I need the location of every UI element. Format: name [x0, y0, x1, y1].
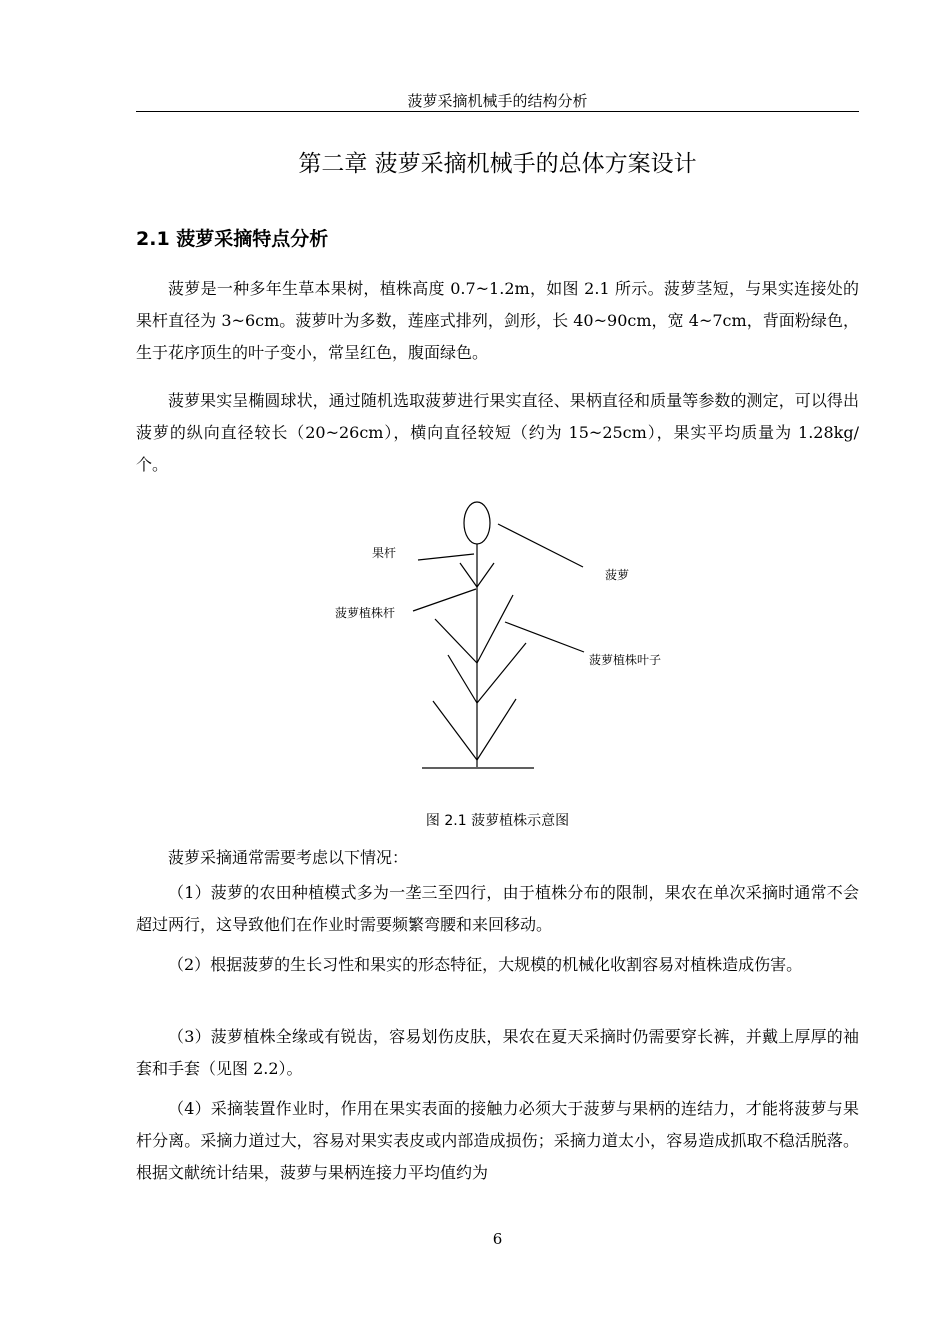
paragraph-4: （1）菠萝的农田种植模式多为一垄三至四行，由于植株分布的限制，果农在单次采摘时通常不会超过两行，这导致他们在作业时需要频繁弯腰和来回移动。 — [136, 883, 859, 934]
label-leaf: 菠萝植株叶子 — [589, 653, 662, 667]
pineapple-plant-diagram — [300, 495, 680, 785]
page-number: 6 — [492, 1230, 503, 1248]
paragraph-3: 菠萝采摘通常需要考虑以下情况： — [168, 848, 409, 867]
leaves — [433, 563, 526, 760]
paragraph-1: 菠萝是一种多年生草本果树，植株高度 0.7~1.2m，如图 2.1 所示。菠萝茎短，与果实连接处的果杆直径为 3~6cm。菠萝叶为多数，莲座式排列，剑形，长 40~90cm，宽 4~7cm，背面粉绿色，生于花序顶生的叶子变小，常呈红色，腹面绿色。 — [136, 279, 859, 362]
paragraph-2: 菠萝果实呈椭圆球状，通过随机选取菠萝进行果实直径、果柄直径和质量等参数的测定，可以得出菠萝的纵向直径较长（20~26cm），横向直径较短（约为 15~25cm），果实平均质量为 1.28kg/个。 — [136, 391, 859, 474]
label-plant-stem: 菠萝植株杆 — [335, 606, 396, 620]
label-stem: 果杆 — [372, 546, 397, 560]
paragraph-5: （2）根据菠萝的生长习性和果实的形态特征，大规模的机械化收割容易对植株造成伤害。 — [168, 955, 803, 974]
chapter-title: 第二章 菠萝采摘机械手的总体方案设计 — [298, 151, 697, 177]
paragraph-6: （3）菠萝植株全缘或有锐齿，容易划伤皮肤，果农在夏天采摘时仍需要穿长裤，并戴上厚厚的袖套和手套（见图 2.2）。 — [136, 1027, 859, 1078]
section-title: 2.1 菠萝采摘特点分析 — [136, 228, 329, 250]
paragraph-7: （4）采摘装置作业时，作用在果实表面的接触力必须大于菠萝与果柄的连结力，才能将菠萝与果杆分离。采摘力道过大，容易对果实表皮或内部造成损伤；采摘力道太小，容易造成抓取不稳活脱落。根据文献统计结果，菠萝与果柄连接力平均值约为 — [136, 1099, 859, 1182]
fruit-ellipse — [464, 502, 490, 544]
label-fruit: 菠萝 — [605, 568, 630, 582]
leader-lines — [413, 524, 584, 652]
figure-caption: 图 2.1 菠萝植株示意图 — [425, 813, 570, 829]
header-rule — [136, 111, 859, 112]
running-header: 菠萝采摘机械手的结构分析 — [407, 92, 588, 110]
